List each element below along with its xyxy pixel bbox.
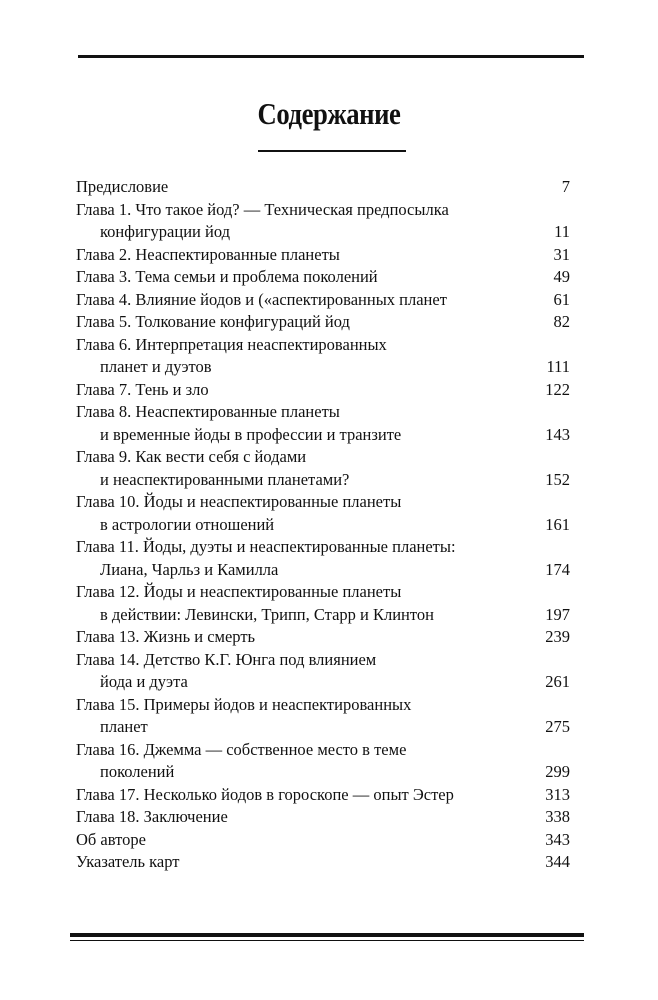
toc-entry-title: Глава 10. Йоды и неаспектированные планеты: [76, 492, 402, 511]
toc-entry-page-number: 338: [545, 807, 570, 826]
toc-entry-title: Глава 3. Тема семьи и проблема поколений: [76, 267, 378, 286]
toc-entry-title: Об авторе: [76, 829, 146, 849]
toc-entry: [76, 379, 576, 402]
toc-entry-page-number: 11: [554, 222, 570, 241]
toc-entry: [76, 536, 576, 581]
toc-entry-title: Глава 6. Интерпретация неаспектированных: [76, 334, 387, 354]
toc-entry-title: Глава 18. Заключение: [76, 807, 228, 826]
toc-entry-page-number: 7: [561, 177, 570, 196]
toc-entry: [76, 739, 576, 784]
toc-entry-page-number: 111: [546, 357, 570, 376]
toc-entry-title: Глава 17. Несколько йодов в гороскопе — опыт Эстер: [76, 784, 454, 804]
toc-entry: [76, 851, 576, 874]
toc-entry-page-number: 161: [545, 514, 570, 534]
toc-entry-title: Глава 8. Неаспектированные планеты: [76, 402, 340, 421]
bottom-rule-thin: [70, 940, 584, 941]
toc-entry-page-number: 313: [545, 784, 570, 804]
toc-entry: [76, 199, 576, 244]
toc-entry-page-number: 299: [545, 762, 570, 781]
toc-entry-page-number: 143: [545, 424, 570, 444]
toc-entry-page-number: 239: [545, 627, 570, 646]
toc-entry-title: Глава 11. Йоды, дуэты и неаспектированные планеты:: [76, 537, 456, 556]
toc-entry: [76, 266, 576, 289]
toc-entry-page-number: 49: [553, 267, 570, 286]
page-title: Содержание: [257, 96, 401, 131]
toc-entry-title-continuation: и временные йоды в профессии и транзите: [100, 424, 402, 444]
toc-entry: [76, 784, 576, 807]
toc-entry-title: Глава 14. Детство К.Г. Юнга под влиянием: [76, 649, 377, 669]
toc-entry-title-continuation: планет: [100, 717, 148, 736]
top-rule: [78, 55, 584, 58]
toc-entry: [76, 334, 576, 379]
toc-entry-page-number: 343: [545, 829, 570, 849]
toc-entry: [76, 401, 576, 446]
toc-entry-page-number: 275: [545, 717, 570, 736]
toc-entry-title-continuation: в действии: Левински, Трипп, Старр и Клинтон: [100, 604, 434, 624]
toc-entry-title: Глава 12. Йоды и неаспектированные планеты: [76, 582, 402, 601]
toc-entry-page-number: 197: [545, 604, 570, 624]
toc-entry-title: Глава 9. Как вести себя с йодами: [76, 447, 307, 466]
toc-entry: [76, 176, 576, 199]
toc-entry-title-continuation: Лиана, Чарльз и Камилла: [100, 559, 279, 579]
toc-entry-page-number: 31: [553, 244, 570, 264]
toc-entry-title: Глава 2. Неаспектированные планеты: [76, 244, 340, 264]
toc-entry-title: Глава 7. Тень и зло: [76, 379, 209, 399]
toc-entry: [76, 446, 576, 491]
toc-entry: [76, 649, 576, 694]
toc-entry: [76, 806, 576, 829]
toc-entry: [76, 829, 576, 852]
toc-entry: [76, 626, 576, 649]
toc-entry-page-number: 82: [553, 312, 570, 331]
toc-entry: [76, 311, 576, 334]
toc-entry-title-continuation: поколений: [100, 762, 175, 781]
toc-entry-title-continuation: планет и дуэтов: [100, 357, 212, 376]
toc-entry-title-continuation: и неаспектированными планетами?: [100, 469, 350, 489]
toc-entry-title: Глава 1. Что такое йод? — Техническая предпосылка: [76, 199, 449, 219]
toc-entry-title: Указатель карт: [76, 852, 180, 871]
toc-entry-title-continuation: конфигурации йод: [100, 222, 230, 241]
toc-entry: [76, 694, 576, 739]
toc-entry-page-number: 174: [545, 559, 570, 579]
toc-entry-title: Глава 5. Толкование конфигураций йод: [76, 312, 350, 331]
toc-entry-title-continuation: йода и дуэта: [100, 672, 188, 691]
toc-entry: [76, 581, 576, 626]
toc-entry: [76, 244, 576, 267]
toc-entry-title: Глава 4. Влияние йодов и («аспектированных планет: [76, 289, 447, 309]
toc-entry-page-number: 152: [545, 469, 570, 489]
title-underline: [258, 150, 406, 152]
toc-entry-title: Глава 16. Джемма — собственное место в теме: [76, 739, 407, 759]
toc-entry: [76, 289, 576, 312]
toc-entry-title: Глава 15. Примеры йодов и неаспектированных: [76, 694, 412, 714]
toc-entry-page-number: 261: [545, 672, 570, 691]
toc-entry-page-number: 344: [545, 852, 570, 871]
toc-entry: [76, 491, 576, 536]
toc-entry-page-number: 61: [553, 289, 570, 309]
table-of-contents: [76, 176, 576, 874]
bottom-rule-thick: [70, 933, 584, 937]
toc-entry-title: Глава 13. Жизнь и смерть: [76, 627, 256, 646]
toc-entry-title: Предисловие: [76, 177, 169, 196]
toc-entry-title-continuation: в астрологии отношений: [100, 514, 275, 534]
toc-entry-page-number: 122: [545, 379, 570, 399]
